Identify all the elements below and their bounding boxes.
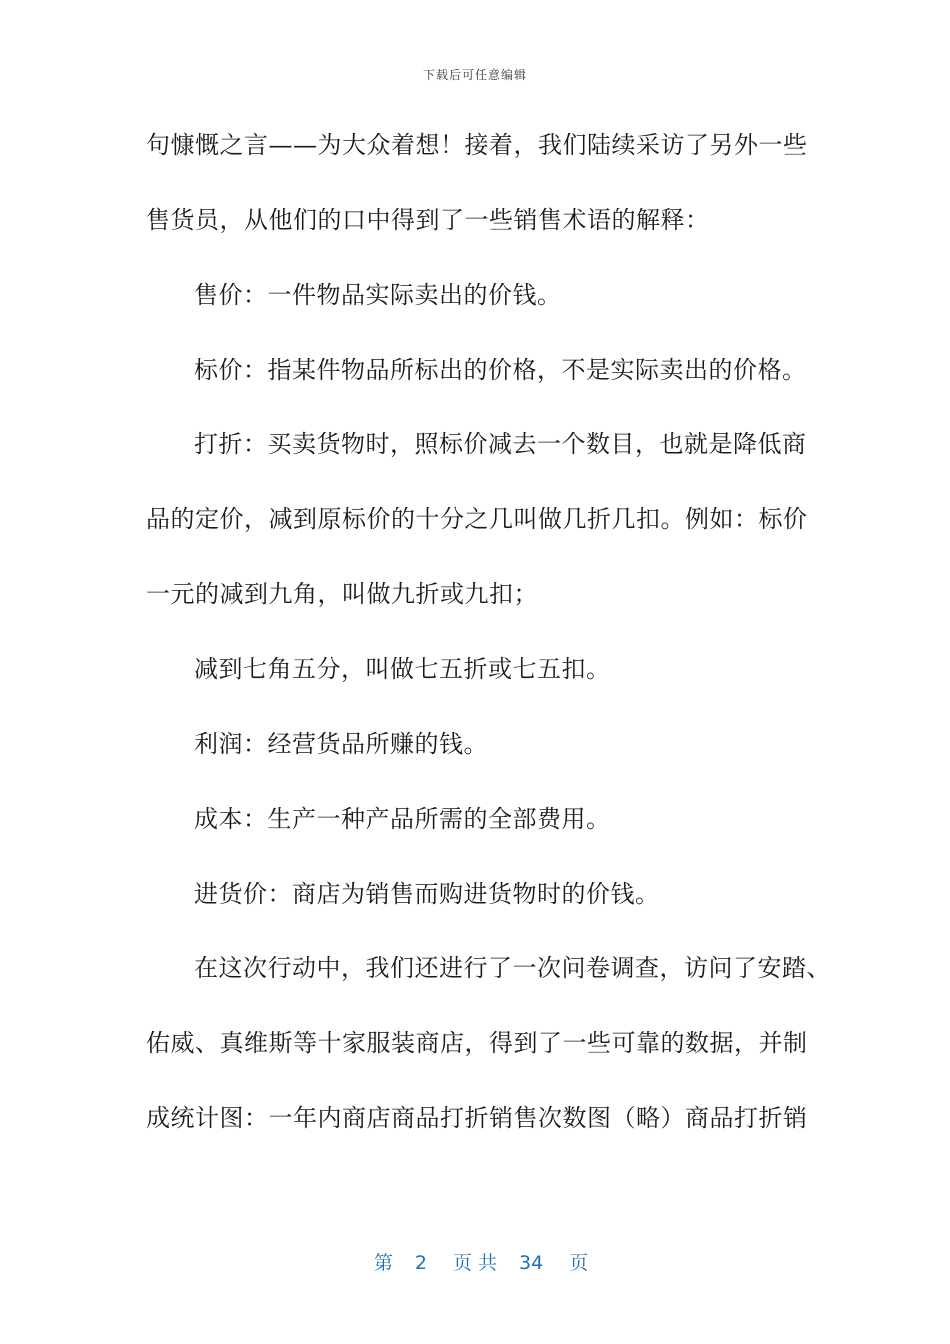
footer-total-pages: 34 bbox=[519, 1252, 544, 1274]
term-definition-line: 售价：一件物品实际卖出的价钱。 bbox=[194, 281, 562, 309]
paragraph-line: 售货员，从他们的口中得到了一些销售术语的解释： bbox=[146, 206, 710, 234]
term-definition-line: 成本：生产一种产品所需的全部费用。 bbox=[194, 805, 611, 833]
footer-prefix: 第 bbox=[373, 1252, 393, 1274]
paragraph-line: 品的定价，减到原标价的十分之几叫做几折几扣。例如：标价 bbox=[146, 505, 808, 533]
page-footer bbox=[0, 1226, 950, 1275]
paragraph-line: 在这次行动中，我们还进行了一次问卷调查，访问了安踏、 bbox=[194, 954, 831, 982]
term-definition-line: 标价：指某件物品所标出的价格，不是实际卖出的价格。 bbox=[194, 356, 807, 384]
term-definition-line: 利润：经营货品所赚的钱。 bbox=[194, 730, 488, 758]
paragraph-line: 句慷慨之言——为大众着想！接着，我们陆续采访了另外一些 bbox=[146, 131, 808, 159]
footer-current-page: 2 bbox=[414, 1252, 427, 1274]
paragraph-line: 减到七角五分，叫做七五折或七五扣。 bbox=[194, 655, 611, 683]
footer-suffix: 页 bbox=[569, 1252, 589, 1274]
paragraph-line: 一元的减到九角，叫做九折或九扣； bbox=[146, 580, 538, 608]
term-definition-line: 进货价：商店为销售而购进货物时的价钱。 bbox=[194, 880, 660, 908]
paragraph-line: 佑威、真维斯等十家服装商店，得到了一些可靠的数据，并制 bbox=[146, 1029, 808, 1057]
page-header-note: 下载后可任意编辑 bbox=[422, 68, 527, 82]
footer-middle: 页 共 bbox=[452, 1252, 498, 1274]
term-definition-line: 打折：买卖货物时，照标价减去一个数目，也就是降低商 bbox=[194, 430, 807, 458]
paragraph-line: 成统计图：一年内商店商品打折销售次数图（略）商品打折销 bbox=[146, 1104, 808, 1132]
